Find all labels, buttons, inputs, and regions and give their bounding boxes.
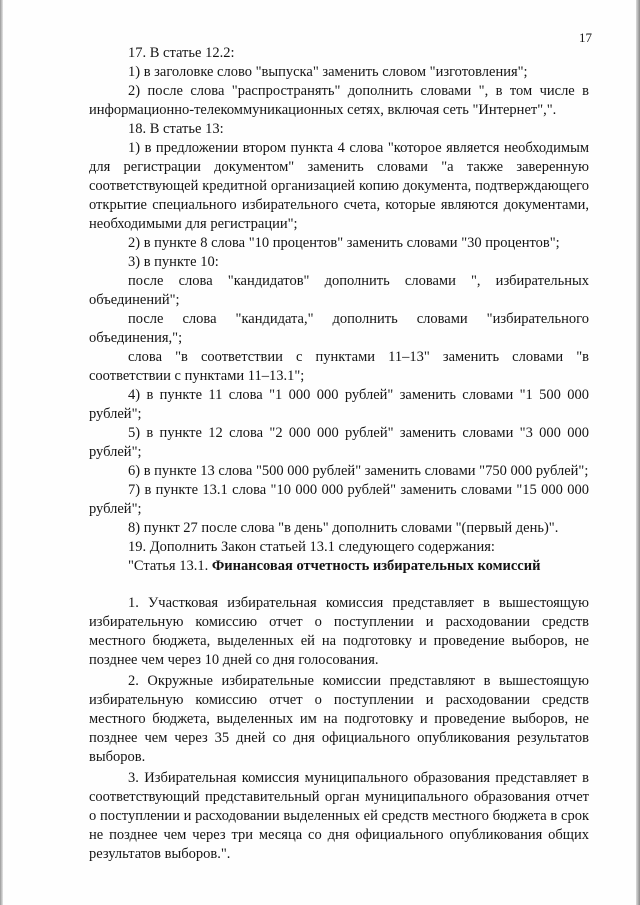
spacer <box>89 576 589 594</box>
paragraph: 4) в пункте 11 слова "1 000 000 рублей" заменить словами "1 500 000 рублей"; <box>89 387 589 422</box>
article-heading <box>89 557 589 576</box>
paragraph: 2) после слова "распространять" дополнить словами ", в том числе в информационно-телекоммуникационных сетях, включая сеть "Интернет",". <box>89 83 589 118</box>
document-body <box>89 44 589 864</box>
paragraph: 1) в заголовке слово "выпуска" заменить словом "изготовления"; <box>128 64 528 80</box>
article-heading-title: Финансовая отчетность избирательных комиссий <box>211 558 541 574</box>
paragraph: 1. Участковая избирательная комиссия представляет в вышестоящую избирательную комиссию отчет о поступлении и расходовании средств местного бюджета, выделенных ей на подготовку и проведение выборов, не позднее чем через 10 дней со дня голосования. <box>89 595 589 668</box>
paragraph: 6) в пункте 13 слова "500 000 рублей" заменить словами "750 000 рублей"; <box>128 463 589 479</box>
paragraph: 2. Окружные избирательные комиссии представляют в вышестоящую избирательную комиссию отчет о поступлении и расходовании средств местного бюджета, выделенных им на подготовку и проведение выборов, не позднее чем через 35 дней со дня официального опубликования результатов выборов. <box>89 673 589 765</box>
paragraph: слова "в соответствии с пунктами 11–13" заменить словами "в соответствии с пунктами 11–13.1"; <box>89 349 589 384</box>
paragraph: 3) в пункте 10: <box>128 254 219 270</box>
scan-edge-left <box>0 0 3 905</box>
paragraph: 19. Дополнить Закон статьей 13.1 следующего содержания: <box>128 539 495 555</box>
paragraph: 1) в предложении втором пункта 4 слова "которое является необходимым для регистрации документом" заменить словами "а также заверенную соответствующей кредитной организацией копию документа, подтверждающего открытие специального избирательного счета, которые являются документами, необходимыми для регистрации"; <box>89 140 589 232</box>
paragraph: после слова "кандидатов" дополнить словами ", избирательных объединений"; <box>89 273 589 308</box>
paragraph: 17. В статье 12.2: <box>128 45 235 61</box>
paragraph: 5) в пункте 12 слова "2 000 000 рублей" заменить словами "3 000 000 рублей"; <box>89 425 589 460</box>
paragraph: после слова "кандидата," дополнить словами "избирательного объединения,"; <box>89 311 589 346</box>
paragraph: 2) в пункте 8 слова "10 процентов" заменить словами "30 процентов"; <box>128 235 560 251</box>
article-heading-prefix: "Статья 13.1. <box>128 558 212 574</box>
scan-edge-right <box>636 0 640 905</box>
paragraph: 18. В статье 13: <box>128 121 224 137</box>
page-number: 17 <box>579 30 592 45</box>
paragraph: 8) пункт 27 после слова "в день" дополнить словами "(первый день)". <box>128 520 559 536</box>
paragraph: 7) в пункте 13.1 слова "10 000 000 рублей" заменить словами "15 000 000 рублей"; <box>89 482 589 517</box>
paragraph: 3. Избирательная комиссия муниципального образования представляет в соответствующий представительный орган муниципального образования отчет о поступлении и расходовании выделенных ей средств местного бюджета в срок не позднее чем через три месяца со дня официального опубликования общих результатов выборов.". <box>89 770 589 862</box>
